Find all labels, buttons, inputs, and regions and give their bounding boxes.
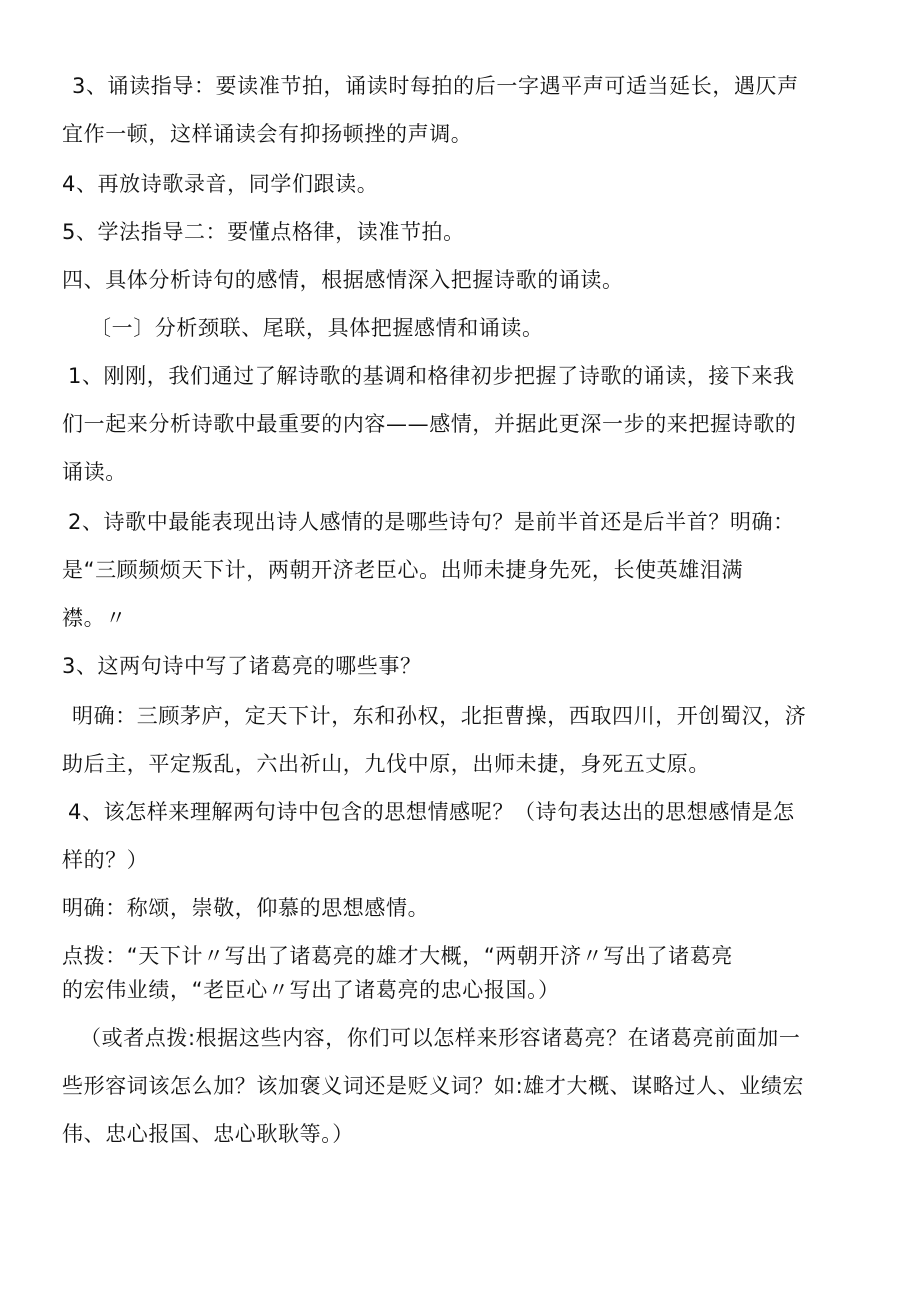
text-line: 5、学法指导二：要懂点格律，读准节拍。 <box>62 220 465 244</box>
text-line: 2、诗歌中最能表现出诗人感情的是哪些诗句？是前半首还是后半首？明确： <box>68 510 795 534</box>
text-line: 诵读。 <box>62 460 127 484</box>
text-line: 伟、忠心报国、忠心耿耿等。） <box>62 1122 354 1146</box>
text-line: 3、诵读指导：要读准节拍，诵读时每拍的后一字遇平声可适当延长，遇仄声 <box>72 74 799 98</box>
text-line: 点拨：“天下计〃写出了诸葛亮的雄才大概，“两朝开济〃写出了诸葛亮 <box>62 944 733 968</box>
text-line: 明确：称颂，崇敬，仰慕的思想感情。 <box>62 896 430 920</box>
text-line: 宜作一顿，这样诵读会有抑扬顿挫的声调。 <box>62 122 473 146</box>
text-line: （或者点拨:根据这些内容，你们可以怎样来形容诸葛亮？在诸葛亮前面加一 <box>80 1026 801 1050</box>
text-line: 3、这两句诗中写了诸葛亮的哪些事？ <box>62 654 422 678</box>
text-line: 的宏伟业绩，“老臣心〃写出了诸葛亮的忠心报国。） <box>62 978 560 1002</box>
text-line: 助后主，平定叛乱，六出祈山，九伐中原，出师未捷，身死五丈原。 <box>62 752 710 776</box>
text-line: 〔一〕分析颈联、尾联，具体把握感情和诵读。 <box>90 316 544 340</box>
text-line: 襟。〃 <box>62 606 127 630</box>
text-line: 四、具体分析诗句的感情，根据感情深入把握诗歌的诵读。 <box>62 268 624 292</box>
text-line: 1、刚刚，我们通过了解诗歌的基调和格律初步把握了诗歌的诵读，接下来我 <box>68 364 795 388</box>
text-line: 样的？） <box>62 848 149 872</box>
text-line: 4、该怎样来理解两句诗中包含的思想情感呢？（诗句表达出的思想感情是怎 <box>68 800 795 824</box>
text-line: 4、再放诗歌录音，同学们跟读。 <box>62 172 379 196</box>
text-line: 们一起来分析诗歌中最重要的内容——感情，并据此更深一步的来把握诗歌的 <box>62 412 797 436</box>
text-line: 明确：三顾茅庐，定天下计，东和孙权，北拒曹操，西取四川，开创蜀汉，济 <box>72 704 807 728</box>
text-line: 是“三顾频烦天下计，两朝开济老臣心。出师未捷身先死，长使英雄泪满 <box>62 558 744 582</box>
text-line: 些形容词该怎么加？该加褒义词还是贬义词？如:雄才大概、谋略过人、业绩宏 <box>62 1074 805 1098</box>
